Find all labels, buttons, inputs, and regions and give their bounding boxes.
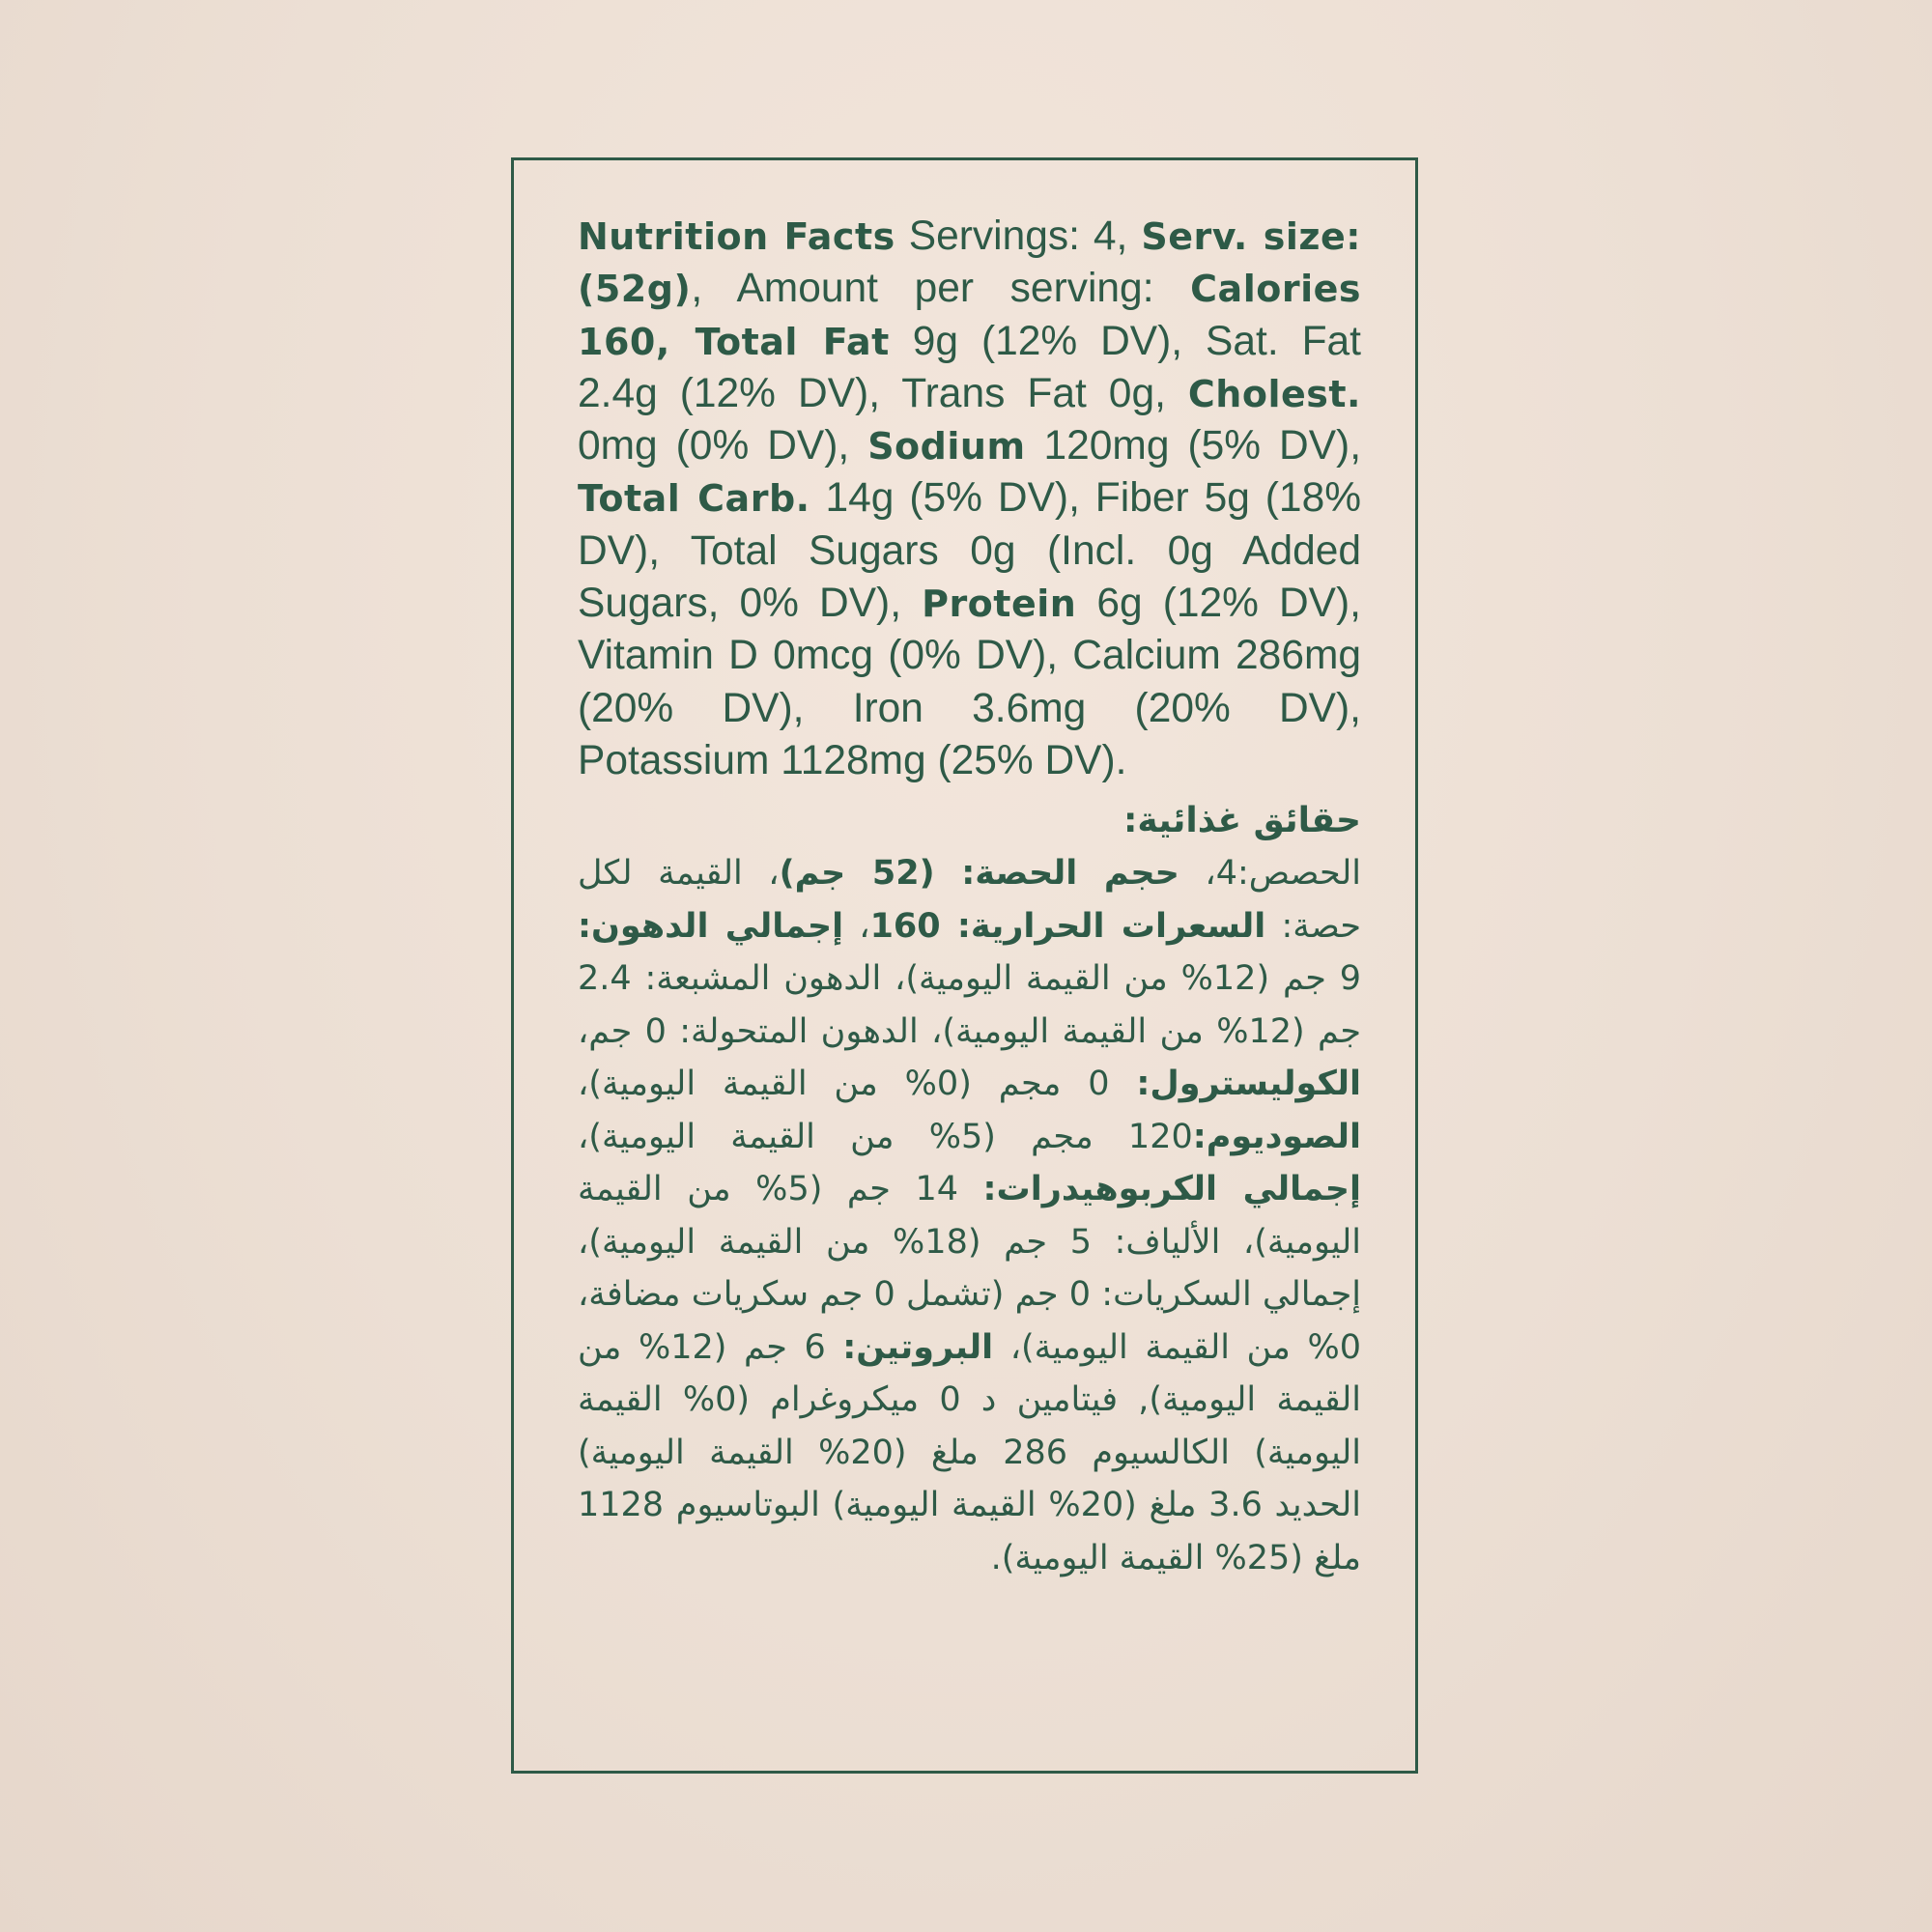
arabic-sodium-label: الصوديوم: — [1192, 1117, 1361, 1156]
nutrition-label-content — [578, 211, 1361, 1584]
cholesterol-label: Cholest. — [1187, 372, 1361, 415]
arabic-amount-per-serving-text: ، القيمة لكل حصة: — [578, 854, 1362, 946]
protein-label: Protein — [922, 582, 1077, 626]
sodium-value: 120mg (5% DV), — [1025, 423, 1361, 469]
arabic-title: حقائق غذائية: — [1122, 801, 1361, 841]
arabic-nutrition-facts — [578, 847, 1361, 1584]
arabic-cholesterol-label: الكوليسترول: — [1136, 1065, 1361, 1104]
arabic-protein-value: 6 جم (12% من القيمة اليومية), فيتامين د 0 ميكروغرام (0% القيمة اليومية) الكالسيوم 286 ملغ (20% القيمة اليومية) الحديد 3.6 ملغ (20% القيمة اليومية) البوتاسيوم 1128 ملغ (25% القيمة اليومية). — [578, 1327, 1362, 1577]
arabic-cholesterol-value: 0 مجم (0% من القيمة اليومية)، — [578, 1065, 1137, 1104]
arabic-total-carb-label: إجمالي الكربوهيدرات: — [982, 1170, 1361, 1209]
cholesterol-value: 0mg (0% DV), — [578, 423, 868, 469]
arabic-separator: ، — [843, 906, 870, 946]
nutrition-facts-heading: Nutrition Facts — [578, 215, 895, 258]
arabic-protein-label: البروتين: — [842, 1327, 994, 1367]
serving-size-label: Serv. size: (52g) — [578, 215, 1361, 311]
sodium-label: Sodium — [867, 425, 1026, 469]
total-carb-value: 14g (5% DV), Fiber 5g (18% DV), Total Sugars 0g (Incl. 0g Added Sugars, 0% DV), — [578, 475, 1361, 627]
arabic-servings-text: الحصص:4، — [1179, 854, 1362, 894]
nutrition-label-box — [511, 157, 1418, 1774]
arabic-calories-label: السعرات الحرارية: 160 — [869, 906, 1266, 946]
servings-text: Servings: 4, — [895, 213, 1142, 259]
arabic-total-fat-value: 9 جم (12% من القيمة اليومية)، الدهون المشبعة: 2.4 جم (12% من القيمة اليومية)، الدهون المتحولة: 0 جم، — [578, 959, 1361, 1051]
arabic-total-fat-label: إجمالي الدهون: — [578, 906, 844, 946]
arabic-total-carb-value: 14 جم (5% من القيمة اليومية)، الألياف: 5 جم (18% من القيمة اليومية)، إجمالي السكريات: 0 جم (تشمل 0 جم سكريات مضافة، 0% من القيمة اليومية)، — [578, 1170, 1361, 1367]
arabic-serving-size-label: حجم الحصة: (52 جم) — [779, 854, 1179, 894]
total-carb-label: Total Carb. — [578, 477, 810, 521]
arabic-sodium-value: 120 مجم (5% من القيمة اليومية)، — [578, 1117, 1193, 1156]
total-fat-value: 9g (12% DV), Sat. Fat 2.4g (12% DV), Trans Fat 0g, — [578, 318, 1361, 416]
protein-value: 6g (12% DV), Vitamin D 0mcg (0% DV), Calcium 286mg (20% DV), Iron 3.6mg (20% DV), Potassium 1128mg (25% DV). — [578, 581, 1361, 783]
amount-per-serving-text: , Amount per serving: — [691, 266, 1191, 312]
english-nutrition-facts — [578, 211, 1361, 787]
calories-label: Calories 160, Total Fat — [578, 268, 1361, 363]
